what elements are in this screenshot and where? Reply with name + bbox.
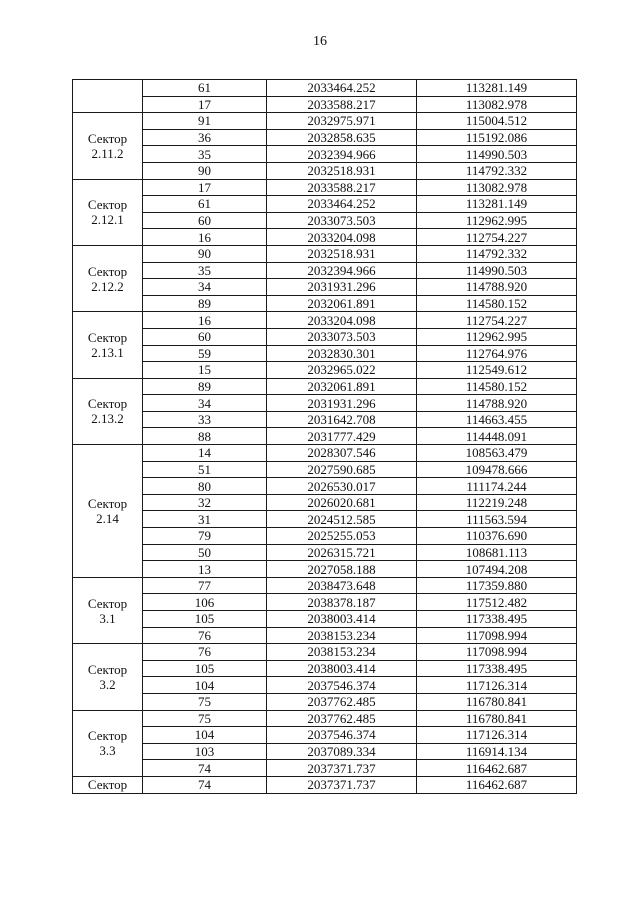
point-number-cell: 14 [143,445,267,462]
y-coordinate-cell: 117098.994 [417,627,577,644]
y-coordinate-cell: 111174.244 [417,478,577,495]
y-coordinate-cell: 112962.995 [417,212,577,229]
table-row [73,594,577,611]
x-coordinate-cell: 2033073.503 [267,212,417,229]
table-row [73,279,577,296]
point-number-cell: 51 [143,461,267,478]
table-row [73,395,577,412]
table-row [73,528,577,545]
x-coordinate-cell: 2038003.414 [267,611,417,628]
sector-label: Сектор [87,661,128,677]
point-number-cell: 103 [143,743,267,760]
point-number-cell: 77 [143,577,267,594]
y-coordinate-cell: 116780.841 [417,693,577,710]
table-row [73,710,577,727]
table-row [73,461,577,478]
y-coordinate-cell: 112764.976 [417,345,577,362]
table-row [73,511,577,528]
table-row [73,362,577,379]
point-number-cell: 61 [143,196,267,213]
table-row [73,627,577,644]
x-coordinate-cell: 2033204.098 [267,229,417,246]
x-coordinate-cell: 2032518.931 [267,162,417,179]
table-row [73,494,577,511]
point-number-cell: 106 [143,594,267,611]
y-coordinate-cell: 111563.594 [417,511,577,528]
y-coordinate-cell: 117338.495 [417,660,577,677]
point-number-cell: 104 [143,727,267,744]
table-row [73,162,577,179]
y-coordinate-cell: 117126.314 [417,727,577,744]
table-row [73,644,577,661]
table-row [73,196,577,213]
sector-cell [73,445,143,578]
y-coordinate-cell: 114788.920 [417,395,577,412]
x-coordinate-cell: 2033588.217 [267,179,417,196]
point-number-cell: 50 [143,544,267,561]
y-coordinate-cell: 117359.880 [417,577,577,594]
table-row [73,229,577,246]
table-row [73,129,577,146]
sector-cell [73,179,143,245]
sector-code: 2.12.1 [91,212,124,228]
table-row [73,561,577,578]
x-coordinate-cell: 2033073.503 [267,328,417,345]
x-coordinate-cell: 2032394.966 [267,262,417,279]
x-coordinate-cell: 2027058.188 [267,561,417,578]
point-number-cell: 75 [143,693,267,710]
point-number-cell: 90 [143,162,267,179]
table-row [73,96,577,113]
y-coordinate-cell: 114580.152 [417,295,577,312]
sector-label: Сектор [87,595,128,611]
table-row [73,445,577,462]
sector-label: Сектор [87,777,128,793]
page-number: 16 [313,34,327,49]
x-coordinate-cell: 2038378.187 [267,594,417,611]
y-coordinate-cell: 112754.227 [417,229,577,246]
y-coordinate-cell: 114788.920 [417,279,577,296]
x-coordinate-cell: 2037546.374 [267,677,417,694]
point-number-cell: 31 [143,511,267,528]
point-number-cell: 88 [143,428,267,445]
point-number-cell: 105 [143,660,267,677]
y-coordinate-cell: 114580.152 [417,378,577,395]
sector-label: Сектор [87,197,128,213]
x-coordinate-cell: 2033204.098 [267,312,417,329]
x-coordinate-cell: 2032975.971 [267,113,417,130]
point-number-cell: 33 [143,411,267,428]
point-number-cell: 34 [143,279,267,296]
sector-code: 3.2 [99,676,116,692]
y-coordinate-cell: 114792.332 [417,162,577,179]
point-number-cell: 34 [143,395,267,412]
point-number-cell: 76 [143,644,267,661]
table-row [73,328,577,345]
x-coordinate-cell: 2032830.301 [267,345,417,362]
y-coordinate-cell: 108681.113 [417,544,577,561]
table-row [73,428,577,445]
sector-code: 3.3 [99,743,116,759]
table-row [73,312,577,329]
x-coordinate-cell: 2026315.721 [267,544,417,561]
point-number-cell: 89 [143,295,267,312]
point-number-cell: 16 [143,229,267,246]
sector-label: Сектор [87,495,128,511]
point-number-cell: 60 [143,212,267,229]
x-coordinate-cell: 2037762.485 [267,710,417,727]
sector-code: 2.13.2 [91,411,124,427]
point-number-cell: 35 [143,146,267,163]
x-coordinate-cell: 2032518.931 [267,245,417,262]
sector-cell [73,80,143,113]
y-coordinate-cell: 114448.091 [417,428,577,445]
point-number-cell: 17 [143,179,267,196]
x-coordinate-cell: 2026020.681 [267,494,417,511]
point-number-cell: 17 [143,96,267,113]
y-coordinate-cell: 116914.134 [417,743,577,760]
point-number-cell: 89 [143,378,267,395]
y-coordinate-cell: 113082.978 [417,179,577,196]
point-number-cell: 74 [143,776,267,793]
x-coordinate-cell: 2038003.414 [267,660,417,677]
table-row [73,577,577,594]
sector-code: 2.13.1 [91,345,124,360]
x-coordinate-cell: 2028307.546 [267,445,417,462]
y-coordinate-cell: 114663.455 [417,411,577,428]
table-row [73,179,577,196]
y-coordinate-cell: 112219.248 [417,494,577,511]
x-coordinate-cell: 2033588.217 [267,96,417,113]
table-row [73,727,577,744]
point-number-cell: 15 [143,362,267,379]
x-coordinate-cell: 2024512.585 [267,511,417,528]
sector-cell [73,378,143,444]
x-coordinate-cell: 2031777.429 [267,428,417,445]
point-number-cell: 80 [143,478,267,495]
point-number-cell: 75 [143,710,267,727]
point-number-cell: 76 [143,627,267,644]
x-coordinate-cell: 2032061.891 [267,378,417,395]
table-row [73,378,577,395]
sector-label: Сектор [87,396,128,412]
y-coordinate-cell: 109478.666 [417,461,577,478]
x-coordinate-cell: 2027590.685 [267,461,417,478]
table-row [73,245,577,262]
point-number-cell: 13 [143,561,267,578]
table-row [73,611,577,628]
sector-cell [73,776,143,793]
table-row [73,693,577,710]
point-number-cell: 36 [143,129,267,146]
point-number-cell: 60 [143,328,267,345]
y-coordinate-cell: 108563.479 [417,445,577,462]
point-number-cell: 105 [143,611,267,628]
x-coordinate-cell: 2037546.374 [267,727,417,744]
sector-label: Сектор [87,330,128,345]
sector-code: 2.14 [96,510,119,526]
point-number-cell: 61 [143,80,267,97]
y-coordinate-cell: 112962.995 [417,328,577,345]
table-row [73,345,577,362]
sector-label: Сектор [87,263,128,279]
sector-cell [73,312,143,378]
table-row [73,660,577,677]
table-row [73,262,577,279]
table-row [73,80,577,97]
y-coordinate-cell: 113281.149 [417,196,577,213]
y-coordinate-cell: 113281.149 [417,80,577,97]
y-coordinate-cell: 112549.612 [417,362,577,379]
x-coordinate-cell: 2032061.891 [267,295,417,312]
point-number-cell: 32 [143,494,267,511]
table-row [73,478,577,495]
y-coordinate-cell: 116462.687 [417,760,577,777]
y-coordinate-cell: 116462.687 [417,776,577,793]
y-coordinate-cell: 114990.503 [417,146,577,163]
coordinates-table [72,79,577,794]
sector-cell [73,710,143,776]
y-coordinate-cell: 114792.332 [417,245,577,262]
table-row [73,295,577,312]
table-row [73,212,577,229]
point-number-cell: 59 [143,345,267,362]
y-coordinate-cell: 117338.495 [417,611,577,628]
y-coordinate-cell: 110376.690 [417,528,577,545]
x-coordinate-cell: 2031642.708 [267,411,417,428]
point-number-cell: 90 [143,245,267,262]
y-coordinate-cell: 114990.503 [417,262,577,279]
point-number-cell: 16 [143,312,267,329]
x-coordinate-cell: 2037371.737 [267,776,417,793]
y-coordinate-cell: 113082.978 [417,96,577,113]
y-coordinate-cell: 115004.512 [417,113,577,130]
table-row [73,760,577,777]
x-coordinate-cell: 2031931.296 [267,279,417,296]
table-row [73,776,577,793]
x-coordinate-cell: 2037762.485 [267,693,417,710]
coordinates-table-body [73,80,577,794]
table-row [73,113,577,130]
x-coordinate-cell: 2033464.252 [267,80,417,97]
x-coordinate-cell: 2037371.737 [267,760,417,777]
y-coordinate-cell: 117098.994 [417,644,577,661]
y-coordinate-cell: 115192.086 [417,129,577,146]
x-coordinate-cell: 2026530.017 [267,478,417,495]
y-coordinate-cell: 112754.227 [417,312,577,329]
sector-code: 2.11.2 [91,145,124,161]
table-row [73,146,577,163]
sector-code: 3.1 [99,610,116,626]
y-coordinate-cell: 116780.841 [417,710,577,727]
table-row [73,411,577,428]
x-coordinate-cell: 2031931.296 [267,395,417,412]
y-coordinate-cell: 107494.208 [417,561,577,578]
sector-label: Сектор [87,728,128,744]
point-number-cell: 79 [143,528,267,545]
x-coordinate-cell: 2038153.234 [267,644,417,661]
table-row [73,743,577,760]
x-coordinate-cell: 2037089.334 [267,743,417,760]
x-coordinate-cell: 2032394.966 [267,146,417,163]
sector-label: Сектор [87,130,128,146]
table-row [73,677,577,694]
x-coordinate-cell: 2033464.252 [267,196,417,213]
point-number-cell: 35 [143,262,267,279]
x-coordinate-cell: 2038473.648 [267,577,417,594]
sector-cell [73,644,143,710]
y-coordinate-cell: 117126.314 [417,677,577,694]
y-coordinate-cell: 117512.482 [417,594,577,611]
sector-cell [73,245,143,311]
sector-code: 2.12.2 [91,278,124,294]
sector-cell [73,113,143,179]
sector-cell [73,577,143,643]
x-coordinate-cell: 2025255.053 [267,528,417,545]
table-row [73,544,577,561]
x-coordinate-cell: 2038153.234 [267,627,417,644]
point-number-cell: 74 [143,760,267,777]
point-number-cell: 104 [143,677,267,694]
point-number-cell: 91 [143,113,267,130]
x-coordinate-cell: 2032965.022 [267,362,417,379]
x-coordinate-cell: 2032858.635 [267,129,417,146]
